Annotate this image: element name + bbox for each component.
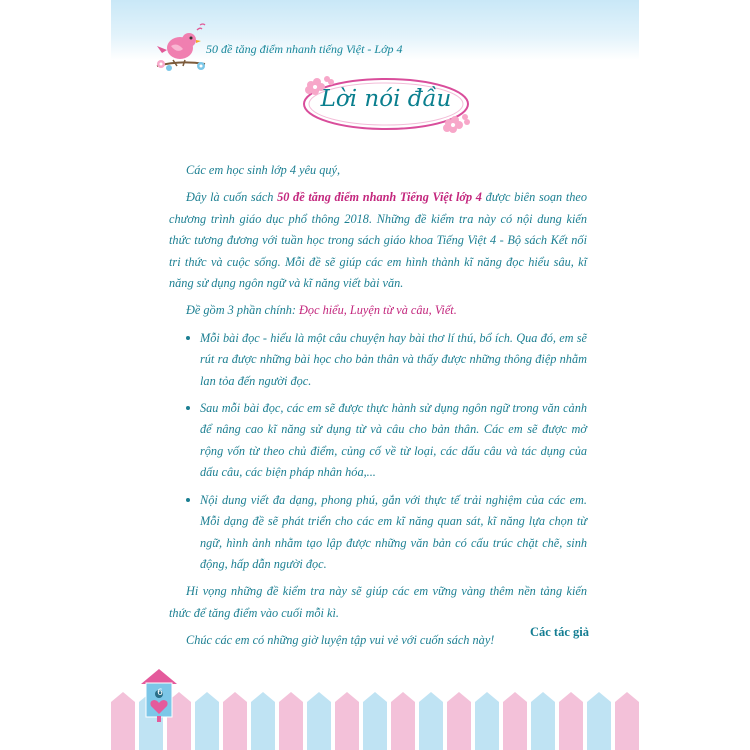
book-page (111, 0, 639, 750)
fence-picket (419, 692, 443, 750)
fence-footer (111, 688, 639, 750)
fence-picket (279, 692, 303, 750)
fence-picket (475, 692, 499, 750)
page-number: 6 (157, 688, 163, 698)
fence-picket (531, 692, 555, 750)
bullet-list (169, 328, 587, 575)
signature: Các tác giả (529, 625, 589, 639)
list-item: Sau mỗi bài đọc, các em sẽ được thực hành sử dụng ngôn ngữ trong văn cảnh để nâng cao kĩ năng sử dụng từ và câu cho bản thân. Các em sẽ được mở rộng vốn từ theo chủ điểm, củng cố về từ loại, các dấu câu và tác dụng của dấu câu, các biện pháp nhân hóa,... (186, 398, 587, 484)
fence-picket (111, 692, 135, 750)
closing-paragraph: Hi vọng những đề kiểm tra này sẽ giúp các em vững vàng thêm nền tảng kiến thức để tăng điểm vào cuối mỗi kì. (169, 584, 587, 620)
fence-picket (615, 692, 639, 750)
fence-picket (307, 692, 331, 750)
fence-picket (587, 692, 611, 750)
list-item: Mỗi bài đọc - hiểu là một câu chuyện hay bài thơ lí thú, bổ ích. Qua đó, em sẽ rút ra được những bài học cho bản thân và thấy được những thông điệp nhằm lan tỏa đến người đọc. (186, 328, 587, 392)
running-header: 50 đề tăng điểm nhanh tiếng Việt - Lớp 4 (206, 42, 403, 56)
structure-paragraph: Đề gồm 3 phần chính: Đọc hiểu, Luyện từ và câu, Viết. (186, 303, 457, 318)
sections-highlight: Đọc hiểu, Luyện từ và câu, Viết. (299, 303, 457, 318)
wish-paragraph: Chúc các em có những giờ luyện tập vui vẻ với cuốn sách này! (186, 633, 495, 648)
greeting: Các em học sinh lớp 4 yêu quý, (186, 163, 341, 177)
fence-picket (251, 692, 275, 750)
fence-picket (363, 692, 387, 750)
fence-picket (447, 692, 471, 750)
fence-picket (503, 692, 527, 750)
intro-paragraph: Đây là cuốn sách 50 đề tăng điểm nhanh Tiếng Việt lớp 4 được biên soạn theo chương trình giáo dục phổ thông 2018. Những đề kiểm tra này có nội dung kiến thức tương đương với tuần học trong sách giáo khoa Tiếng Việt 4 - Bộ sách Kết nối tri thức và cuộc sống. Mỗi đề sẽ giúp các em hình thành kĩ năng đọc hiểu sâu, kĩ năng sử dụng ngôn ngữ và kĩ năng viết bài văn. (169, 190, 588, 291)
fence-picket (391, 692, 415, 750)
preface-body (169, 160, 587, 658)
page-title: Lời nói đầu (320, 86, 452, 112)
list-item: Nội dung viết đa dạng, phong phú, gắn với thực tế trải nghiệm của các em. Mỗi dạng đề sẽ phát triển cho các em kĩ năng quan sát, kĩ năng lựa chọn từ ngữ, hình ảnh nhằm tạo lập được những văn bản có cấu trúc chặt chẽ, sinh động, hấp dẫn người đọc. (186, 490, 587, 576)
fence-picket (335, 692, 359, 750)
fence-picket (223, 692, 247, 750)
bird-icon (153, 22, 208, 74)
fence-picket (195, 692, 219, 750)
fence-picket (559, 692, 583, 750)
book-name-highlight: 50 đề tăng điểm nhanh Tiếng Việt lớp 4 (277, 190, 482, 205)
